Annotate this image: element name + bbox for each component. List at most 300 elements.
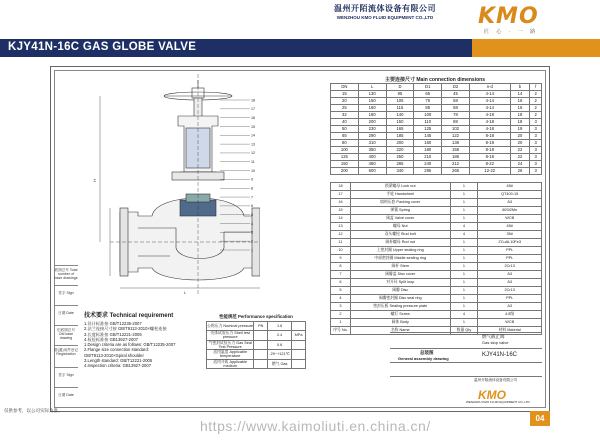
perf-cell: 适用介质 Applicable medium [207,359,254,369]
table-row [331,247,542,255]
table-row [331,271,542,279]
part-cell: 阀盖 Valve cover [350,215,450,223]
dim-cell: 188 [442,154,470,161]
table-row [207,340,306,350]
part-cell: 35# [478,231,542,239]
table-row [331,295,542,303]
part-cell: 双头螺栓 Stud bolt [350,231,450,239]
dim-cell: 200 [358,119,386,126]
dim-cell: 480 [358,161,386,168]
part-cell: 1 [450,247,478,255]
dim-H: H [92,179,97,182]
logo-slogan: 匠 心 · 一 路 [484,29,539,35]
table-row [331,303,542,311]
dim-L: L [184,290,187,295]
part-cell: 1 [450,255,478,263]
part-cell: PPL [478,295,542,303]
part-cell: A3 [478,279,542,287]
leader-number: 14 [251,133,255,138]
perf-cell: 1.6 [268,322,292,331]
dim-header: DN [331,84,359,91]
perf-cell: 气密封试验压力 Gas Seal Test Pressure [207,340,254,350]
part-cell: 14 [331,215,351,223]
part-cell: 4 [450,231,478,239]
dim-cell: 24 [510,161,530,168]
part-cell: 1 [450,263,478,271]
dim-cell: 340 [386,168,414,175]
dim-cell: 150 [386,119,414,126]
dim-cell: 180 [414,147,442,154]
part-cell: 4 [331,295,351,303]
table-row [331,161,542,168]
table-row [331,223,542,231]
dim-cell: 85 [414,105,442,112]
table-row [331,199,542,207]
tech-line: 3.长度标准按 GB/T12221-2005 [84,331,142,337]
dim-cell: 20 [510,133,530,140]
dim-header: L [358,84,386,91]
dim-cell: 2 [530,105,542,112]
table-row [331,191,542,199]
model-number: KJY41N-16C [482,352,518,358]
dim-cell: 150 [358,98,386,105]
part-cell: 9 [331,255,351,263]
dim-cell: 160 [358,105,386,112]
dim-cell: 26 [510,168,530,175]
drawing-type-cn: 总装图 [420,350,434,355]
dim-cell: 20 [510,140,530,147]
table-row [331,239,542,247]
tech-line: 2.法兰连接尺寸按 GB/T9113-2010×螺柱连接 [84,326,167,332]
part-cell: 8 [331,263,351,271]
dim-cell: 110 [414,119,442,126]
leader-number: 17 [251,107,255,112]
table-row [331,319,542,327]
dimensions-title: 主要连接尺寸 Main connection dimensions [384,77,485,83]
perf-cell: 适用温度 Applicable temperature [207,350,254,360]
dim-cell: 88 [442,119,470,126]
table-row [331,154,542,161]
dim-cell: 3 [530,147,542,154]
dim-header: D2 [442,84,470,91]
tb-rule [390,376,542,377]
part-cell: 2Cr13 [478,287,542,295]
perf-cell [254,340,268,350]
part-cell: 1 [450,319,478,327]
part-cell: QT400-15 [478,191,542,199]
leader-number: 9 [251,177,253,182]
tb-rule [390,362,542,363]
leader-number: 16 [251,115,255,120]
part-cell: 13 [331,223,351,231]
leader-number: 10 [251,168,255,173]
valve-name-cn: 燃气截止阀 [482,334,505,339]
leader-number: 8 [251,186,253,191]
side-label: 签字 Sign [54,367,78,385]
part-cell: 45# [478,223,542,231]
dim-cell: 295 [414,168,442,175]
dim-cell: 20 [331,98,359,105]
table-row [331,255,542,263]
dim-cell: 8-22 [469,161,510,168]
dimensions-table [330,83,542,175]
dim-cell: 290 [358,133,386,140]
title-block-logo: KMO [478,388,506,402]
dim-cell: 8-18 [469,147,510,154]
table-row [331,215,542,223]
leader-number: 2 [251,239,253,244]
tech-line: 2.Flange size connection standard: [84,347,149,353]
part-cell: 3 [331,303,351,311]
dim-cell: 100 [414,112,442,119]
product-title: KJY41N-16C GAS GLOBE VALVE [8,41,197,53]
part-cell: 15 [331,207,351,215]
perf-cell: 公称压力 Nominal pressure [207,322,254,331]
part-cell: 60Si2Mn [478,207,542,215]
part-cell: PPL [478,247,542,255]
part-cell: 名称 Name [350,327,450,335]
part-cell: PPL [478,255,542,263]
dim-cell: 2 [530,98,542,105]
part-cell: 密封压板 Sealing pressure plate [350,303,450,311]
dim-cell: 8-18 [469,133,510,140]
dim-cell: 14 [510,91,530,98]
dim-cell: 95 [386,91,414,98]
dim-cell: 22 [510,147,530,154]
table-row [331,287,542,295]
dim-cell: 25 [331,105,359,112]
tech-line: GB/T9113-2010×Spiral shoulder [84,352,144,358]
dim-cell: 240 [414,161,442,168]
page-number: 04 [530,411,550,426]
performance-table [206,321,306,369]
part-cell: 5 [331,287,351,295]
perf-cell [254,331,268,341]
valve-name-en: Gas stop valve [482,340,509,345]
technical-requirements [84,310,204,369]
leader-number: 4 [251,221,253,226]
dim-cell: 16 [510,105,530,112]
dim-cell: 3 [530,154,542,161]
dim-header: f [530,84,542,91]
tb-rule [390,332,542,333]
side-label: 底图总号 Total number of base drawings [54,265,78,283]
table-row [331,147,542,154]
leader-number: 11 [251,160,255,165]
dim-cell: 250 [386,154,414,161]
dim-cell: 3 [530,168,542,175]
part-cell: 1 [331,319,351,327]
table-row [331,231,542,239]
part-cell: 18 [331,183,351,191]
part-cell: 数量 Qty [450,327,478,335]
tech-title: 技术要求 Technical requirement [84,313,174,319]
part-cell: 1 [450,199,478,207]
part-cell: WCB [478,215,542,223]
part-cell: 17 [331,191,351,199]
side-label: 借(通)用件登记 Registration [54,345,78,365]
dim-cell: 58 [442,98,470,105]
perf-cell: 0.6 [268,340,292,350]
dim-cell: 200 [331,168,359,175]
dim-cell: 230 [358,126,386,133]
company-header [300,3,470,20]
table-row [331,207,542,215]
dim-cell: 8-18 [469,154,510,161]
dim-cell: 285 [386,161,414,168]
perf-cell: PN [254,322,268,331]
part-cell: 对开环 Split loop [350,279,450,287]
part-cell: 2 [331,311,351,319]
company-name-cn: 温州开陌流体设备有限公司 [334,4,436,13]
part-cell: 阀体 Body [350,319,450,327]
table-row [331,105,542,112]
part-cell: 7 [331,271,351,279]
dim-cell: 125 [331,154,359,161]
dim-cell: 185 [386,133,414,140]
table-row [331,112,542,119]
perf-cell [292,359,306,369]
perf-cell [254,350,268,360]
dim-cell: 22 [510,154,530,161]
table-row [331,98,542,105]
tech-line: 4.Inspection criteria: GB13927-2007 [84,363,152,369]
dim-cell: 158 [442,147,470,154]
dim-cell: 3 [530,126,542,133]
dim-cell: 50 [331,126,359,133]
dim-cell: 400 [358,154,386,161]
perf-cell [292,340,306,350]
dim-cell: 140 [386,112,414,119]
part-cell: 1 [450,183,478,191]
side-label: 旧底图总号 Old base drawing [54,325,78,343]
part-cell: A3 [478,303,542,311]
part-cell: 12 [331,231,351,239]
dim-cell: 200 [386,140,414,147]
part-cell: 6 [331,279,351,287]
part-cell: 16 [331,199,351,207]
perf-cell [292,322,306,331]
tech-line: 1.设计标准按 GB/T12235-2007 [84,321,142,326]
side-label: 日期 Date [54,387,78,405]
tech-line: 1.Design criteria are as follows: GB/T12235-2007 [84,342,176,348]
dim-cell: 65 [331,133,359,140]
part-cell: A3 [478,271,542,279]
dim-cell: 4-14 [469,105,510,112]
dim-header: b [510,84,530,91]
part-cell: A3 [478,199,542,207]
leader-number: 12 [251,151,255,156]
dim-cell: 68 [442,105,470,112]
dim-cell: 165 [386,126,414,133]
table-row [331,119,542,126]
side-label: 日期 Date [54,305,78,323]
part-cell: 阀杆螺母 Rod nut [350,239,450,247]
part-cell: 4.8级 [478,311,542,319]
dim-cell: 138 [442,140,470,147]
dim-cell: 102 [442,126,470,133]
dim-cell: 180 [358,112,386,119]
part-cell: 11 [331,239,351,247]
website-watermark[interactable]: https://www.kaimoliuti.en.china.cn/ [200,418,431,434]
perf-cell: MPa [292,331,306,341]
perf-cell: 2.4 [268,331,292,341]
perf-cell [292,350,306,360]
dim-cell: 125 [414,126,442,133]
dim-cell: 4-18 [469,119,510,126]
dim-cell: 150 [331,161,359,168]
dim-cell: 4-14 [469,98,510,105]
dim-cell: 2 [530,91,542,98]
title-accent [472,39,600,57]
performance-title: 性能规范 Performance specification [219,314,293,319]
dim-cell: 600 [358,168,386,175]
parts-table [330,182,542,335]
title-block-company-cn: 温州开陌流体设备有限公司 [474,378,518,382]
part-cell: 1 [450,239,478,247]
part-cell: 4 [450,223,478,231]
leader-number: 6 [251,204,253,209]
part-cell: 1 [450,303,478,311]
part-cell: WCB [478,319,542,327]
part-cell: 1 [450,271,478,279]
dim-cell: 8-18 [469,140,510,147]
leader-number: 3 [251,230,253,235]
dim-cell: 80 [331,140,359,147]
part-cell: 弹簧 Spring [350,207,450,215]
part-cell: 阀瓣盖 Disc cover [350,271,450,279]
company-name-en: WENZHOU KMO FLUID EQUIPMENT CO.,LTD [336,15,434,20]
dim-cell: 15 [331,91,359,98]
dim-cell: 2 [530,112,542,119]
table-row [331,311,542,319]
table-row [331,140,542,147]
valve-assembly-drawing [80,72,260,304]
leader-number: 5 [251,213,253,218]
dim-cell: 3 [530,133,542,140]
leader-number: 15 [251,124,255,129]
dim-cell: 105 [386,98,414,105]
dim-cell: 45 [442,91,470,98]
title-block [390,332,542,406]
logo-text: KMO [478,4,539,29]
dim-cell: 4-18 [469,112,510,119]
dim-cell: 78 [442,112,470,119]
leader-number: 18 [251,98,255,103]
dim-cell: 212 [442,161,470,168]
part-cell: 1 [450,207,478,215]
dim-cell: 3 [530,119,542,126]
dim-cell: 3 [530,140,542,147]
dim-cell: 16 [510,98,530,105]
perf-cell [254,359,268,369]
table-row [207,359,306,369]
dim-cell: 115 [386,105,414,112]
dim-header: n-d [469,84,510,91]
part-cell: 序号 No. [331,327,351,335]
dim-cell: 40 [331,119,359,126]
part-cell: 材料 Material [478,327,542,335]
part-cell: 手轮 Handwheel [350,191,450,199]
part-cell: 阀杆 Stem [350,263,450,271]
part-cell: 螺钉 Screw [350,311,450,319]
table-row [331,126,542,133]
dim-cell: 160 [414,140,442,147]
tb-rule [390,348,542,349]
dim-cell: 4-18 [469,126,510,133]
table-row [331,168,542,175]
side-label: 签字 Sign [54,285,78,303]
dim-cell: 145 [414,133,442,140]
dim-cell: 350 [358,147,386,154]
dim-cell: 12-22 [469,168,510,175]
table-row [331,133,542,140]
part-cell: 2Cr13 [478,263,542,271]
title-block-company-en: WENZHOU KMO FLUID EQUIPMENT CO.,LTD [466,400,530,404]
dim-cell: 3 [530,161,542,168]
part-cell: 阀瓣密封圈 Disc seal ring [350,295,450,303]
title-bar [0,39,600,57]
part-cell: 1 [450,191,478,199]
table-row [331,183,542,191]
drawing-type-en: General assembly drawing [398,356,449,361]
part-cell: 中部密封圈 Middle sealing ring [350,255,450,263]
tech-line: 3.Length standard: GB/T12221-2005 [84,358,153,364]
dim-header: D1 [414,84,442,91]
leader-number: 7 [251,195,253,200]
perf-cell: 燃气 Gas [268,359,292,369]
tech-line: 4.检验标准按 GB13927-2007 [84,336,138,342]
part-cell: 1 [450,215,478,223]
perf-cell: 壳体试验压力 Shell test pressure [207,331,254,341]
dim-cell: 210 [414,154,442,161]
part-cell: 1 [450,295,478,303]
table-row [207,331,306,341]
dim-cell: 100 [331,147,359,154]
dim-cell: 4-14 [469,91,510,98]
dim-cell: 122 [442,133,470,140]
footnote: 仅供参考，以公司实际为准。 [4,408,63,413]
part-cell: 上密封圈 Upper sealing ring [350,247,450,255]
dim-cell: 18 [510,112,530,119]
part-cell: 4 [450,311,478,319]
table-row [207,322,306,331]
part-cell: 1 [450,279,478,287]
leader-number: 13 [251,142,255,147]
table-row [331,279,542,287]
dim-cell: 268 [442,168,470,175]
dim-cell: 19 [510,126,530,133]
dim-cell: 220 [386,147,414,154]
part-cell: 10 [331,247,351,255]
part-cell: 螺母 Nut [350,223,450,231]
dim-header: D [386,84,414,91]
table-row [331,91,542,98]
table-row [207,350,306,360]
side-registration-column [54,265,78,405]
part-cell: 填料压套 Packing cover [350,199,450,207]
kmo-logo [478,4,558,34]
table-row [331,263,542,271]
part-cell: 1 [450,287,478,295]
dim-cell: 310 [358,140,386,147]
part-cell: ZCuAL10Fe3 [478,239,542,247]
perf-cell: -29~+121℃ [268,350,292,360]
dim-cell: 18 [510,119,530,126]
part-cell: 锁紧螺母 Lock nut [350,183,450,191]
dim-cell: 65 [414,91,442,98]
part-cell: 45# [478,183,542,191]
